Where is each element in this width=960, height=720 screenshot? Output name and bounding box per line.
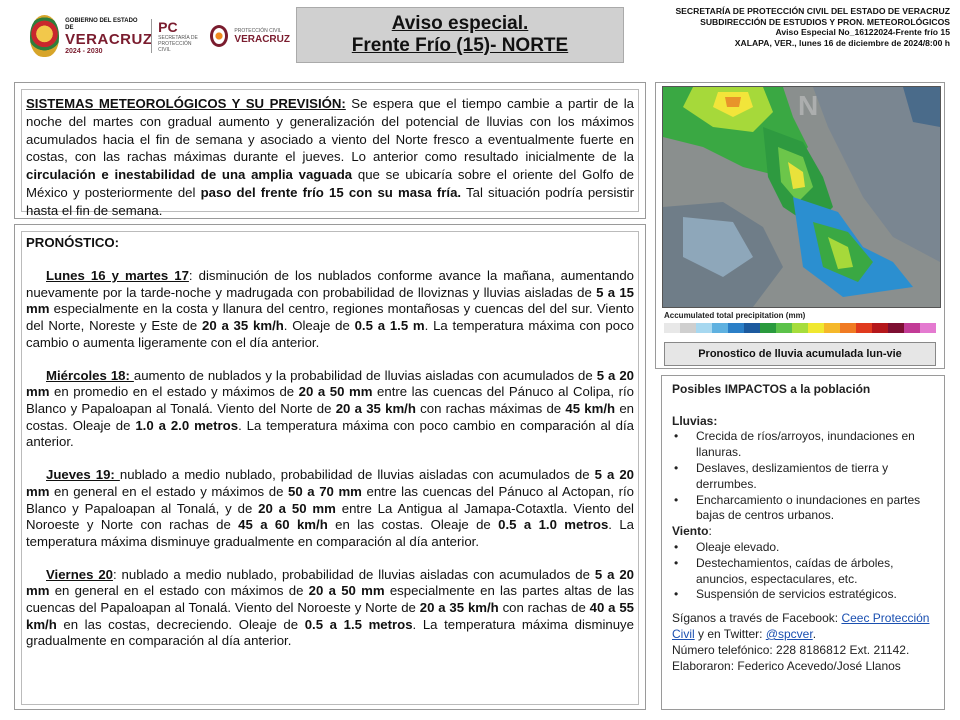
day4-t2: en general en el estado con máximos de (49, 583, 309, 599)
facebook-link[interactable]: Ceec Protección Civil (672, 611, 930, 641)
gob-line1: GOBIERNO DEL ESTADO DE (65, 17, 138, 31)
legend-swatch (888, 323, 904, 333)
legend-swatch (760, 323, 776, 333)
sistemas-b2: paso del frente frío 15 con su masa fría. (200, 184, 462, 200)
list-item: • Encharcamiento o inundaciones en partes bajas de centros urbanos. (672, 493, 938, 525)
day1-t4: . La temperatura máxima con poco cambio o aumenta ligeramente con el día anterior. (26, 317, 634, 350)
day4-b2: 20 a 50 mm (308, 583, 385, 599)
legend-swatch (664, 323, 680, 333)
gob-state: VERACRUZ (65, 30, 153, 48)
viento-list (672, 540, 938, 603)
header-logos (30, 12, 290, 60)
sistemas-t2: que se ubicaría sobre el oriente del Golfo de México y posteriormente del (26, 167, 634, 200)
day4-t6: . La temperatura máxima disminuye gradualmente en comparación al día anterior. (26, 616, 634, 649)
day2-b1: 5 a 20 mm (26, 367, 634, 400)
list-item: • Suspensión de servicios estratégicos. (672, 587, 938, 603)
day3-b2: 50 a 70 mm (288, 483, 362, 499)
day2-t6: . La temperatura máxima con poco cambio en comparación al día anterior. (26, 417, 634, 450)
pronostico-panel (14, 224, 646, 710)
header-date: XALAPA, VER., lunes 16 de diciembre de 2024/8:00 h (734, 37, 950, 48)
day1-t2: especialmente en la costa y llanura del centro, regiones montañosas y cuencas del del sur. Viento del Norte, Noreste y Este de (26, 301, 634, 333)
pronostico-heading: PRONÓSTICO: (26, 235, 120, 250)
day4-t4: con rachas de (498, 600, 590, 616)
day4-b3: 20 a 35 km/h (419, 600, 499, 616)
day4-b5: 0.5 a 1.5 metros (304, 616, 413, 632)
sistemas-t1: Se espera que el tiempo cambie a partir de la noche del martes con gradual aumento y generalización del potencial de lluvias con los máximos acumulados hacia el fin de semana y asociado a viento del Norte fresco a eventualmente fuerte en costas, con las rachas máximas durante el jueves. Lo anterior como resultado inicialmente de la (26, 96, 634, 165)
proteccion-civil-icon (210, 25, 228, 47)
day2-t5: en costas. Oleaje de (26, 400, 635, 433)
legend-swatch (680, 323, 696, 333)
day2-b5: 1.0 a 2.0 metros (135, 417, 239, 433)
day1-b1: 5 a 15 mm (26, 284, 634, 317)
day1-b2: 20 a 35 km/h (202, 317, 284, 333)
impactos-title: Posibles IMPACTOS a la población (672, 382, 871, 396)
day2-label: Miércoles 18: (46, 367, 134, 383)
pc2-state: VERACRUZ (234, 33, 290, 45)
sistemas-b1: circulación e inestabilidad de una amplia vaguada (26, 167, 353, 183)
legend-swatch (792, 323, 808, 333)
follow-t2: y en Twitter: (694, 626, 766, 641)
day1-label: Lunes 16 y martes 17 (46, 268, 189, 284)
legend-swatch (744, 323, 760, 333)
legend-swatch (712, 323, 728, 333)
day3-t4: entre La Antigua al Jamapa-Cotaxtla. Viento del Noroeste y Norte con rachas de (26, 500, 634, 533)
list-item: • Oleaje elevado. (672, 540, 938, 556)
header-aviso-no: Aviso Especial No_16122024-Frente frío 15 (775, 27, 950, 37)
day3-b4: 45 a 60 km/h (238, 517, 328, 533)
pc-veracruz-logo (234, 28, 290, 45)
legend-colorbar (664, 323, 936, 333)
day2-t4: con rachas máximas de (415, 400, 566, 416)
legend-swatch (776, 323, 792, 333)
lluvias-heading: Lluvias: (672, 413, 718, 428)
header-agency: SECRETARÍA DE PROTECCIÓN CIVIL DEL ESTADO DE VERACRUZ (675, 6, 950, 16)
gob-years: 2024 - 2030 (65, 47, 103, 55)
day4-b4: 40 a 55 km/h (26, 600, 635, 632)
day4-t1: : nublado a medio nublado, probabilidad de lluvias aisladas con acumulados de (112, 566, 595, 582)
list-item: • Destechamientos, caídas de árboles, anuncios, espectaculares, etc. (672, 556, 938, 588)
day3-t5: en las costas. Oleaje de (327, 517, 499, 533)
day2-t2: en promedio en el estado y máximos de (49, 384, 299, 400)
legend-swatch (728, 323, 744, 333)
legend-swatch (904, 323, 920, 333)
day3-b5: 0.5 a 1.0 metros (498, 517, 609, 533)
map-caption: Pronostico de lluvia acumulada lun-vie (664, 342, 936, 366)
day1-t1: : disminución de los nublados conforme avance la mañana, aumentando nuevamente por la tarde-noche y madrugada con probabilidad de lloviznas y lluvias aisladas de (26, 268, 634, 300)
day2-b4: 45 km/h (565, 400, 616, 416)
sistemas-text (21, 89, 639, 218)
follow-t3: . (812, 626, 817, 641)
day1-t3: . Oleaje de (283, 317, 355, 333)
authors: Elaboraron: Federico Acevedo/José Llanos (672, 658, 901, 673)
day2-b2: 20 a 50 mm (298, 384, 373, 400)
follow-t1: Síganos a través de Facebook: (672, 611, 842, 626)
map-panel (655, 82, 945, 369)
title-line2: Frente Frío (15)- NORTE (351, 35, 569, 56)
day2-b3: 20 a 35 km/h (335, 400, 416, 416)
day3-t1: nublado a medio nublado, probabilidad de lluvias aisladas con acumulados de (119, 467, 595, 483)
twitter-link[interactable]: @spcver (765, 626, 813, 641)
pc-logo (151, 19, 204, 53)
day4-t5: en las costas, decreciendo. Oleaje de (56, 616, 305, 632)
follow-text (672, 611, 938, 643)
list-item: • Deslaves, deslizamientos de tierra y derrumbes. (672, 461, 938, 493)
header-info (620, 6, 950, 48)
legend-swatch (872, 323, 888, 333)
title-line1: Aviso especial. (391, 13, 529, 34)
header-subdir: SUBDIRECCIÓN DE ESTUDIOS Y PRON. METEOROLÓGICOS (700, 16, 950, 27)
legend-swatch (840, 323, 856, 333)
gobierno-logo (65, 17, 153, 55)
title-box (296, 7, 624, 63)
legend-swatch (808, 323, 824, 333)
legend-swatch (856, 323, 872, 333)
veracruz-seal-icon (30, 15, 59, 57)
day3-b1: 5 a 20 mm (26, 467, 634, 499)
list-item: • Crecida de ríos/arroyos, inundaciones en llanuras. (672, 429, 938, 461)
precipitation-map (662, 86, 941, 308)
day3-label: Jueves 19: (46, 467, 120, 483)
day4-t3: especialmente en las partes altas de las cuencas del Papaloapan al Tonalá. Viento del Noroeste y Norte de (26, 583, 634, 616)
day2-t3: entre las cuencas del Pánuco al Colipa, río Blanco y Papaloapan al Tonalá. Viento del Norte de (26, 384, 634, 416)
day4-label: Viernes 20 (46, 566, 113, 582)
day4-b1: 5 a 20 mm (26, 566, 634, 599)
lluvias-list (672, 429, 938, 524)
phone-number: Número telefónico: 228 8186812 Ext. 21142. (672, 642, 910, 657)
legend-swatch (696, 323, 712, 333)
day3-t6: . La temperatura máxima disminuye gradualmente en comparación al día anterior. (26, 517, 634, 549)
legend-title: Accumulated total precipitation (mm) (664, 311, 806, 320)
pronostico-text (21, 231, 639, 705)
viento-colon: : (708, 524, 712, 539)
day3-b3: 20 a 50 mm (258, 500, 336, 516)
viento-heading: Viento (672, 524, 709, 539)
day2-t1: aumento de nublados y la probabilidad de lluvias aisladas con acumulados de (133, 367, 597, 383)
day3-t2: en general en el estado y máximos de (49, 483, 288, 499)
day3-t3: entre las cuencas del Pánuco al Actopan, río Blanco y Papaloapan al Tonalá, y de (26, 483, 634, 516)
sistemas-label: SISTEMAS METEOROLÓGICOS Y SU PREVISIÓN: (26, 96, 346, 111)
sistemas-panel (14, 82, 646, 219)
legend-swatch (920, 323, 936, 333)
day1-b3: 0.5 a 1.5 m (354, 317, 425, 333)
legend-swatch (824, 323, 840, 333)
pc2-sub: PROTECCIÓN CIVIL (234, 27, 282, 34)
sistemas-t3: Tal situación podría persistir hasta el fin de semana. (26, 184, 634, 218)
watermark-logo: N (798, 90, 819, 121)
pc-label: PC (158, 19, 178, 35)
precipitation-map-graphic (663, 87, 940, 307)
pc-sub: SECRETARÍA DE PROTECCIÓN CIVIL (158, 35, 198, 53)
impactos-content (662, 376, 944, 709)
impactos-panel (661, 375, 945, 710)
